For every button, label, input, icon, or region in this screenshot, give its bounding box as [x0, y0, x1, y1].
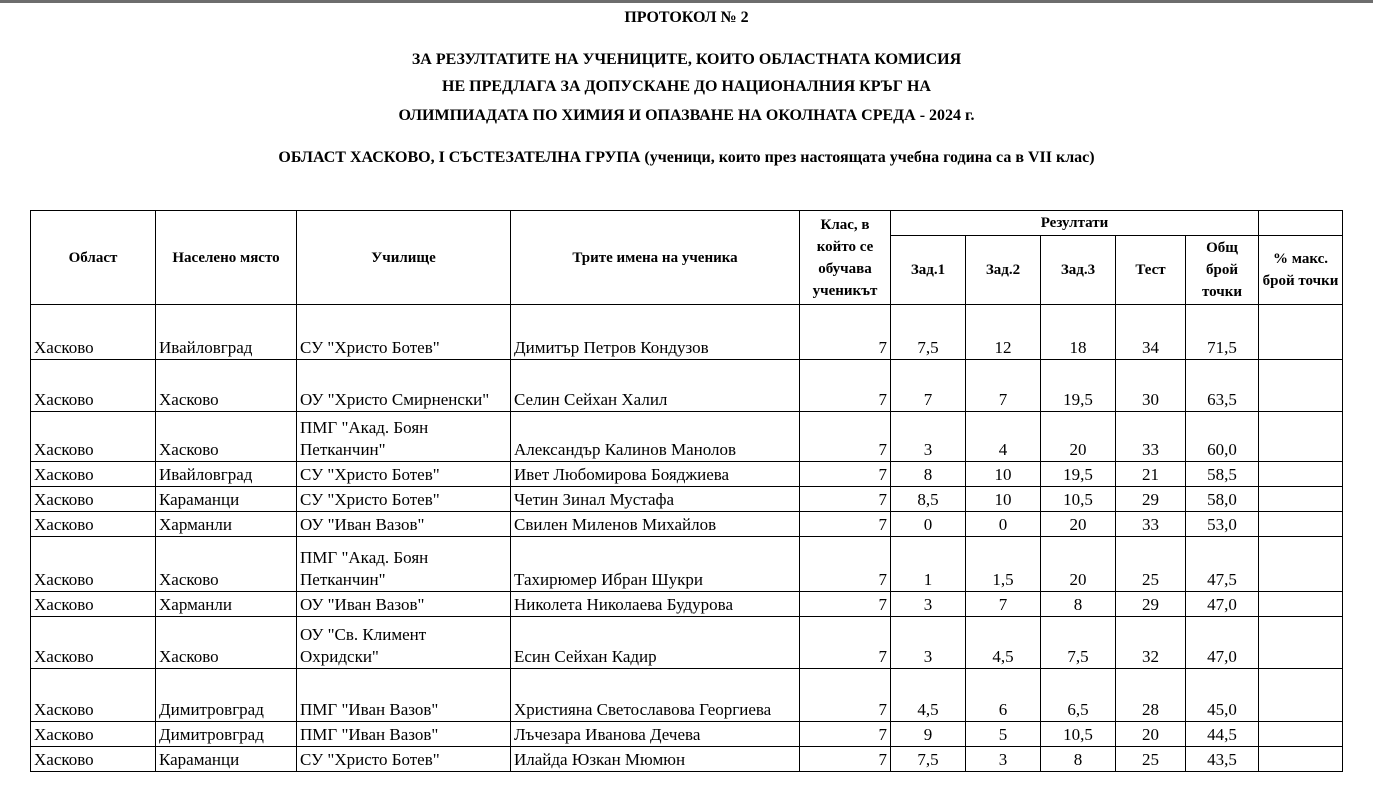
cell-place: Хасково [156, 617, 297, 669]
cell-test: 20 [1116, 722, 1186, 747]
cell-grade: 7 [800, 305, 891, 360]
cell-region: Хасково [31, 537, 156, 592]
cell-task2: 7 [966, 592, 1041, 617]
cell-task3: 20 [1041, 512, 1116, 537]
cell-test: 32 [1116, 617, 1186, 669]
cell-percent [1259, 537, 1343, 592]
cell-grade: 7 [800, 592, 891, 617]
cell-percent [1259, 487, 1343, 512]
cell-percent [1259, 412, 1343, 462]
cell-region: Хасково [31, 360, 156, 412]
cell-task1: 7,5 [891, 747, 966, 772]
group-line: ОБЛАСТ ХАСКОВО, I СЪСТЕЗАТЕЛНА ГРУПА (ученици, които през настоящата учебна година са в VII клас) [278, 149, 1095, 166]
cell-school: ОУ "Иван Вазов" [297, 592, 511, 617]
cell-grade: 7 [800, 617, 891, 669]
table-row [31, 412, 1343, 462]
cell-place: Ивайловград [156, 305, 297, 360]
protocol-title: ПРОТОКОЛ № 2 [624, 9, 749, 26]
cell-task3: 10,5 [1041, 487, 1116, 512]
cell-region: Хасково [31, 462, 156, 487]
cell-task2: 0 [966, 512, 1041, 537]
cell-percent [1259, 669, 1343, 722]
cell-grade: 7 [800, 669, 891, 722]
cell-place: Караманци [156, 747, 297, 772]
cell-region: Хасково [31, 722, 156, 747]
cell-task1: 3 [891, 592, 966, 617]
cell-region: Хасково [31, 512, 156, 537]
cell-task1: 7,5 [891, 305, 966, 360]
cell-test: 29 [1116, 487, 1186, 512]
cell-test: 33 [1116, 412, 1186, 462]
cell-school: ОУ "Христо Смирненски" [297, 360, 511, 412]
cell-percent [1259, 512, 1343, 537]
cell-task3: 19,5 [1041, 462, 1116, 487]
table-row [31, 487, 1343, 512]
cell-total: 63,5 [1186, 360, 1259, 412]
cell-total: 53,0 [1186, 512, 1259, 537]
cell-school: ПМГ "Иван Вазов" [297, 722, 511, 747]
cell-percent [1259, 360, 1343, 412]
cell-student-name: Димитър Петров Кондузов [511, 305, 800, 360]
cell-test: 34 [1116, 305, 1186, 360]
cell-task1: 7 [891, 360, 966, 412]
subtitle-line-2: НЕ ПРЕДЛАГА ЗА ДОПУСКАНЕ ДО НАЦИОНАЛНИЯ КРЪГ НА [442, 78, 931, 95]
header-task2: Зад.2 [966, 236, 1041, 305]
cell-task2: 7 [966, 360, 1041, 412]
subtitle-line-1: ЗА РЕЗУЛТАТИТЕ НА УЧЕНИЦИТЕ, КОИТО ОБЛАСТНАТА КОМИСИЯ [411, 51, 962, 68]
cell-student-name: Илайда Юзкан Мюмюн [511, 747, 800, 772]
table-row [31, 512, 1343, 537]
scan-top-edge [0, 0, 1373, 3]
cell-school: СУ "Христо Ботев" [297, 747, 511, 772]
cell-task2: 5 [966, 722, 1041, 747]
cell-test: 30 [1116, 360, 1186, 412]
cell-region: Хасково [31, 305, 156, 360]
cell-task3: 8 [1041, 592, 1116, 617]
cell-total: 44,5 [1186, 722, 1259, 747]
cell-place: Ивайловград [156, 462, 297, 487]
cell-grade: 7 [800, 747, 891, 772]
cell-student-name: Свилен Миленов Михайлов [511, 512, 800, 537]
cell-place: Караманци [156, 487, 297, 512]
header-task3: Зад.3 [1041, 236, 1116, 305]
cell-task2: 4,5 [966, 617, 1041, 669]
cell-total: 58,0 [1186, 487, 1259, 512]
cell-school: ПМГ "Акад. Боян Петканчин" [297, 412, 511, 462]
cell-task2: 3 [966, 747, 1041, 772]
cell-task1: 8,5 [891, 487, 966, 512]
table-row [31, 617, 1343, 669]
cell-test: 25 [1116, 747, 1186, 772]
table-row [31, 722, 1343, 747]
cell-total: 71,5 [1186, 305, 1259, 360]
cell-task3: 7,5 [1041, 617, 1116, 669]
cell-task1: 3 [891, 412, 966, 462]
cell-test: 33 [1116, 512, 1186, 537]
cell-school: СУ "Христо Ботев" [297, 487, 511, 512]
cell-grade: 7 [800, 462, 891, 487]
cell-grade: 7 [800, 360, 891, 412]
table-row [31, 592, 1343, 617]
cell-student-name: Тахирюмер Ибран Шукри [511, 537, 800, 592]
cell-task1: 4,5 [891, 669, 966, 722]
cell-student-name: Селин Сейхан Халил [511, 360, 800, 412]
cell-region: Хасково [31, 592, 156, 617]
cell-region: Хасково [31, 617, 156, 669]
cell-test: 28 [1116, 669, 1186, 722]
cell-task3: 18 [1041, 305, 1116, 360]
cell-school: ОУ "Св. Климент Охридски" [297, 617, 511, 669]
cell-grade: 7 [800, 537, 891, 592]
cell-place: Хасково [156, 412, 297, 462]
header-school: Училище [297, 211, 511, 305]
header-total: Общ брой точки [1186, 236, 1259, 305]
cell-school: СУ "Христо Ботев" [297, 305, 511, 360]
cell-percent [1259, 592, 1343, 617]
cell-test: 25 [1116, 537, 1186, 592]
cell-place: Хасково [156, 360, 297, 412]
cell-place: Димитровград [156, 722, 297, 747]
cell-test: 29 [1116, 592, 1186, 617]
subtitle-line-3: ОЛИМПИАДАТА ПО ХИМИЯ И ОПАЗВАНЕ НА ОКОЛНАТА СРЕДА - 2024 г. [398, 107, 975, 124]
cell-task1: 3 [891, 617, 966, 669]
cell-task2: 1,5 [966, 537, 1041, 592]
cell-task3: 19,5 [1041, 360, 1116, 412]
cell-student-name: Лъчезара Иванова Дечева [511, 722, 800, 747]
cell-total: 45,0 [1186, 669, 1259, 722]
cell-task1: 9 [891, 722, 966, 747]
cell-region: Хасково [31, 487, 156, 512]
cell-task3: 20 [1041, 412, 1116, 462]
cell-student-name: Ивет Любомирова Бояджиева [511, 462, 800, 487]
table-row [31, 747, 1343, 772]
cell-total: 47,0 [1186, 592, 1259, 617]
cell-total: 43,5 [1186, 747, 1259, 772]
cell-task3: 8 [1041, 747, 1116, 772]
cell-grade: 7 [800, 412, 891, 462]
header-blank [1259, 211, 1343, 236]
cell-task2: 12 [966, 305, 1041, 360]
cell-student-name: Четин Зинал Мустафа [511, 487, 800, 512]
cell-percent [1259, 722, 1343, 747]
cell-task1: 1 [891, 537, 966, 592]
header-place: Населено място [156, 211, 297, 305]
cell-student-name: Есин Сейхан Кадир [511, 617, 800, 669]
header-task1: Зад.1 [891, 236, 966, 305]
cell-task2: 6 [966, 669, 1041, 722]
cell-grade: 7 [800, 512, 891, 537]
cell-school: СУ "Христо Ботев" [297, 462, 511, 487]
cell-task3: 20 [1041, 537, 1116, 592]
cell-school: ПМГ "Иван Вазов" [297, 669, 511, 722]
cell-student-name: Християна Светославова Георгиева [511, 669, 800, 722]
cell-grade: 7 [800, 487, 891, 512]
cell-region: Хасково [31, 747, 156, 772]
cell-task1: 8 [891, 462, 966, 487]
header-region: Област [31, 211, 156, 305]
cell-task3: 6,5 [1041, 669, 1116, 722]
cell-place: Димитровград [156, 669, 297, 722]
cell-region: Хасково [31, 669, 156, 722]
cell-percent [1259, 462, 1343, 487]
cell-task1: 0 [891, 512, 966, 537]
cell-task2: 10 [966, 462, 1041, 487]
cell-region: Хасково [31, 412, 156, 462]
table-row [31, 360, 1343, 412]
cell-task2: 10 [966, 487, 1041, 512]
cell-percent [1259, 747, 1343, 772]
header-grade: Клас, в който се обучава ученикът [800, 211, 891, 305]
cell-student-name: Александър Калинов Манолов [511, 412, 800, 462]
cell-school: ПМГ "Акад. Боян Петканчин" [297, 537, 511, 592]
cell-student-name: Николета Николаева Будурова [511, 592, 800, 617]
cell-place: Харманли [156, 512, 297, 537]
header-results: Резултати [891, 211, 1259, 236]
results-table [30, 210, 1343, 772]
cell-total: 47,5 [1186, 537, 1259, 592]
header-percent: % макс. брой точки [1259, 236, 1343, 305]
table-row [31, 462, 1343, 487]
table-row [31, 305, 1343, 360]
cell-total: 60,0 [1186, 412, 1259, 462]
cell-task2: 4 [966, 412, 1041, 462]
cell-total: 58,5 [1186, 462, 1259, 487]
cell-percent [1259, 305, 1343, 360]
cell-place: Хасково [156, 537, 297, 592]
table-row [31, 669, 1343, 722]
table-row [31, 537, 1343, 592]
cell-percent [1259, 617, 1343, 669]
cell-place: Харманли [156, 592, 297, 617]
cell-test: 21 [1116, 462, 1186, 487]
header-test: Тест [1116, 236, 1186, 305]
cell-grade: 7 [800, 722, 891, 747]
cell-task3: 10,5 [1041, 722, 1116, 747]
header-student-name: Трите имена на ученика [511, 211, 800, 305]
cell-school: ОУ "Иван Вазов" [297, 512, 511, 537]
cell-total: 47,0 [1186, 617, 1259, 669]
